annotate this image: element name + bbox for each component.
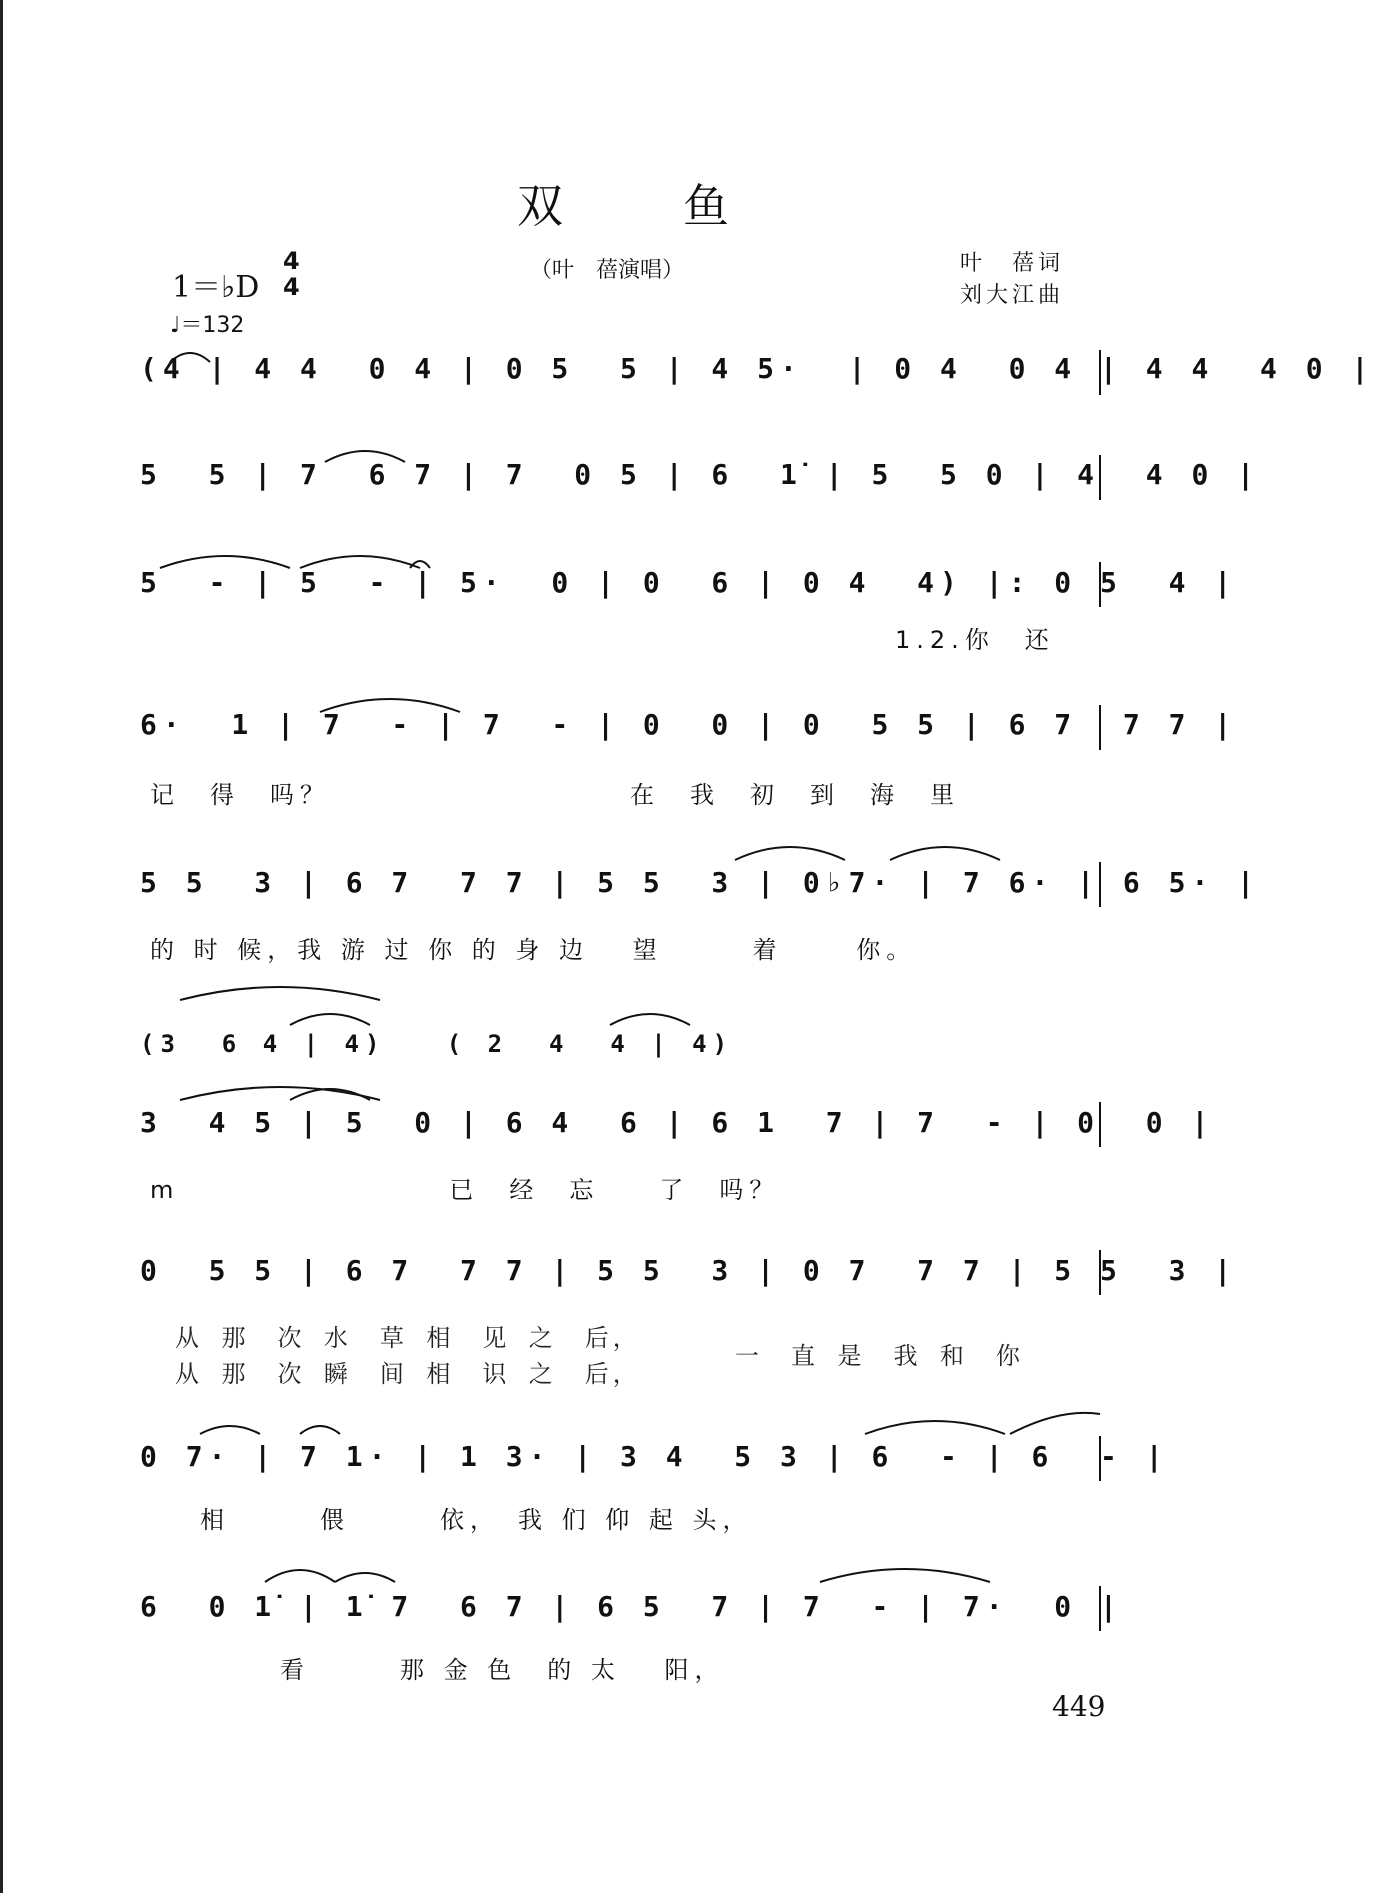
verse-refrain: 一 直 是 我 和 你 xyxy=(735,1342,1024,1370)
notation-line-5: 5 5 3 | 6 7 7 7 | 5 5 3 | 0♭7· | 7 6· | 6 5· | xyxy=(140,866,1261,899)
slur-mark xyxy=(335,1573,395,1582)
notation-line-4: 6· 1 | 7 - | 7 - | 0 0 | 0 5 5 | 6 7 7 7 | xyxy=(140,708,1238,741)
slur-mark xyxy=(300,1426,340,1434)
lyric-line-8: 相 偎 依， 我 们 仰 起 头， xyxy=(200,1506,753,1534)
slur-mark xyxy=(265,1570,335,1582)
notation-line-3: 5 - | 5 - | 5· 0 | 0 6 | 0 4 4) |: 0 5 4 | xyxy=(140,566,1238,599)
slur-mark xyxy=(180,987,380,1000)
notation-line-1: (4 | 4 4 0 4 | 0 5 5 | 4 5· | 0 4 0 4 | 4 4 4 0 | xyxy=(140,352,1374,385)
slur-mark xyxy=(290,1014,370,1025)
slur-mark xyxy=(180,1087,380,1100)
notation-line-8: 0 7· | 7 1· | 1 3· | 3 4 5 3 | 6 - | 6 - | xyxy=(140,1440,1169,1473)
lyric-line-9: 看 那 金 色 的 太 阳， xyxy=(280,1656,725,1684)
lyric-line-5: 的 时 候，我 游 过 你 的 身 边 望 着 你。 xyxy=(150,936,917,964)
slur-mark xyxy=(610,1014,690,1025)
time-signature-top: 4 xyxy=(283,247,300,275)
slur-mark xyxy=(735,847,845,860)
slur-mark xyxy=(300,556,420,568)
slur-mark xyxy=(865,1421,1005,1434)
performer-credit: （叶 蓓演唱） xyxy=(530,258,685,283)
tempo-marking: ♩＝132 xyxy=(170,313,245,338)
song-title: 双鱼 xyxy=(517,179,849,233)
slur-mark xyxy=(890,847,1000,860)
slur-mark xyxy=(170,353,210,362)
slur-mark xyxy=(320,699,460,712)
notation-line-2: 5 5 | 7 6 7 | 7 0 5 | 6 1̇ | 5 5 0 | 4 4 0 | xyxy=(140,458,1261,491)
key-signature: 1＝♭D xyxy=(172,270,260,305)
slur-mark xyxy=(820,1569,990,1582)
lyric-line-3: 1.2.你 还 xyxy=(895,626,1055,654)
time-signature-bottom: 4 xyxy=(283,273,300,301)
page-number: 449 xyxy=(1052,1690,1106,1723)
slur-mark xyxy=(160,556,290,568)
notation-line-9: 6 0 1̇ | 1̇ 7 6 7 | 6 5 7 | 7 - | 7· 0 | xyxy=(140,1590,1123,1623)
notation-line-7: 0 5 5 | 6 7 7 7 | 5 5 3 | 0 7 7 7 | 5 5 3 | xyxy=(140,1254,1238,1287)
composer-credit: 刘大江曲 xyxy=(960,283,1065,308)
slur-mark xyxy=(325,451,405,462)
lyric-line-6: m 已 经 忘 了 吗？ xyxy=(150,1176,780,1204)
slur-mark xyxy=(1010,1413,1100,1434)
lyricist-credit: 叶 蓓词 xyxy=(960,251,1065,276)
alternate-notation-line: (3 6 4 | 4) ( 2 4 4 | 4) xyxy=(140,1030,734,1058)
verse-line-2: 从 那 次 瞬 间 相 识 之 后， xyxy=(175,1360,641,1388)
notation-line-6: 3 4 5 | 5 0 | 6 4 6 | 6 1 7 | 7 - | 0 0 | xyxy=(140,1106,1215,1139)
verse-line-1: 从 那 次 水 草 相 见 之 后， xyxy=(175,1324,641,1352)
lyric-line-4: 记 得 吗？ 在 我 初 到 海 里 xyxy=(150,781,960,809)
slur-mark xyxy=(200,1426,260,1434)
